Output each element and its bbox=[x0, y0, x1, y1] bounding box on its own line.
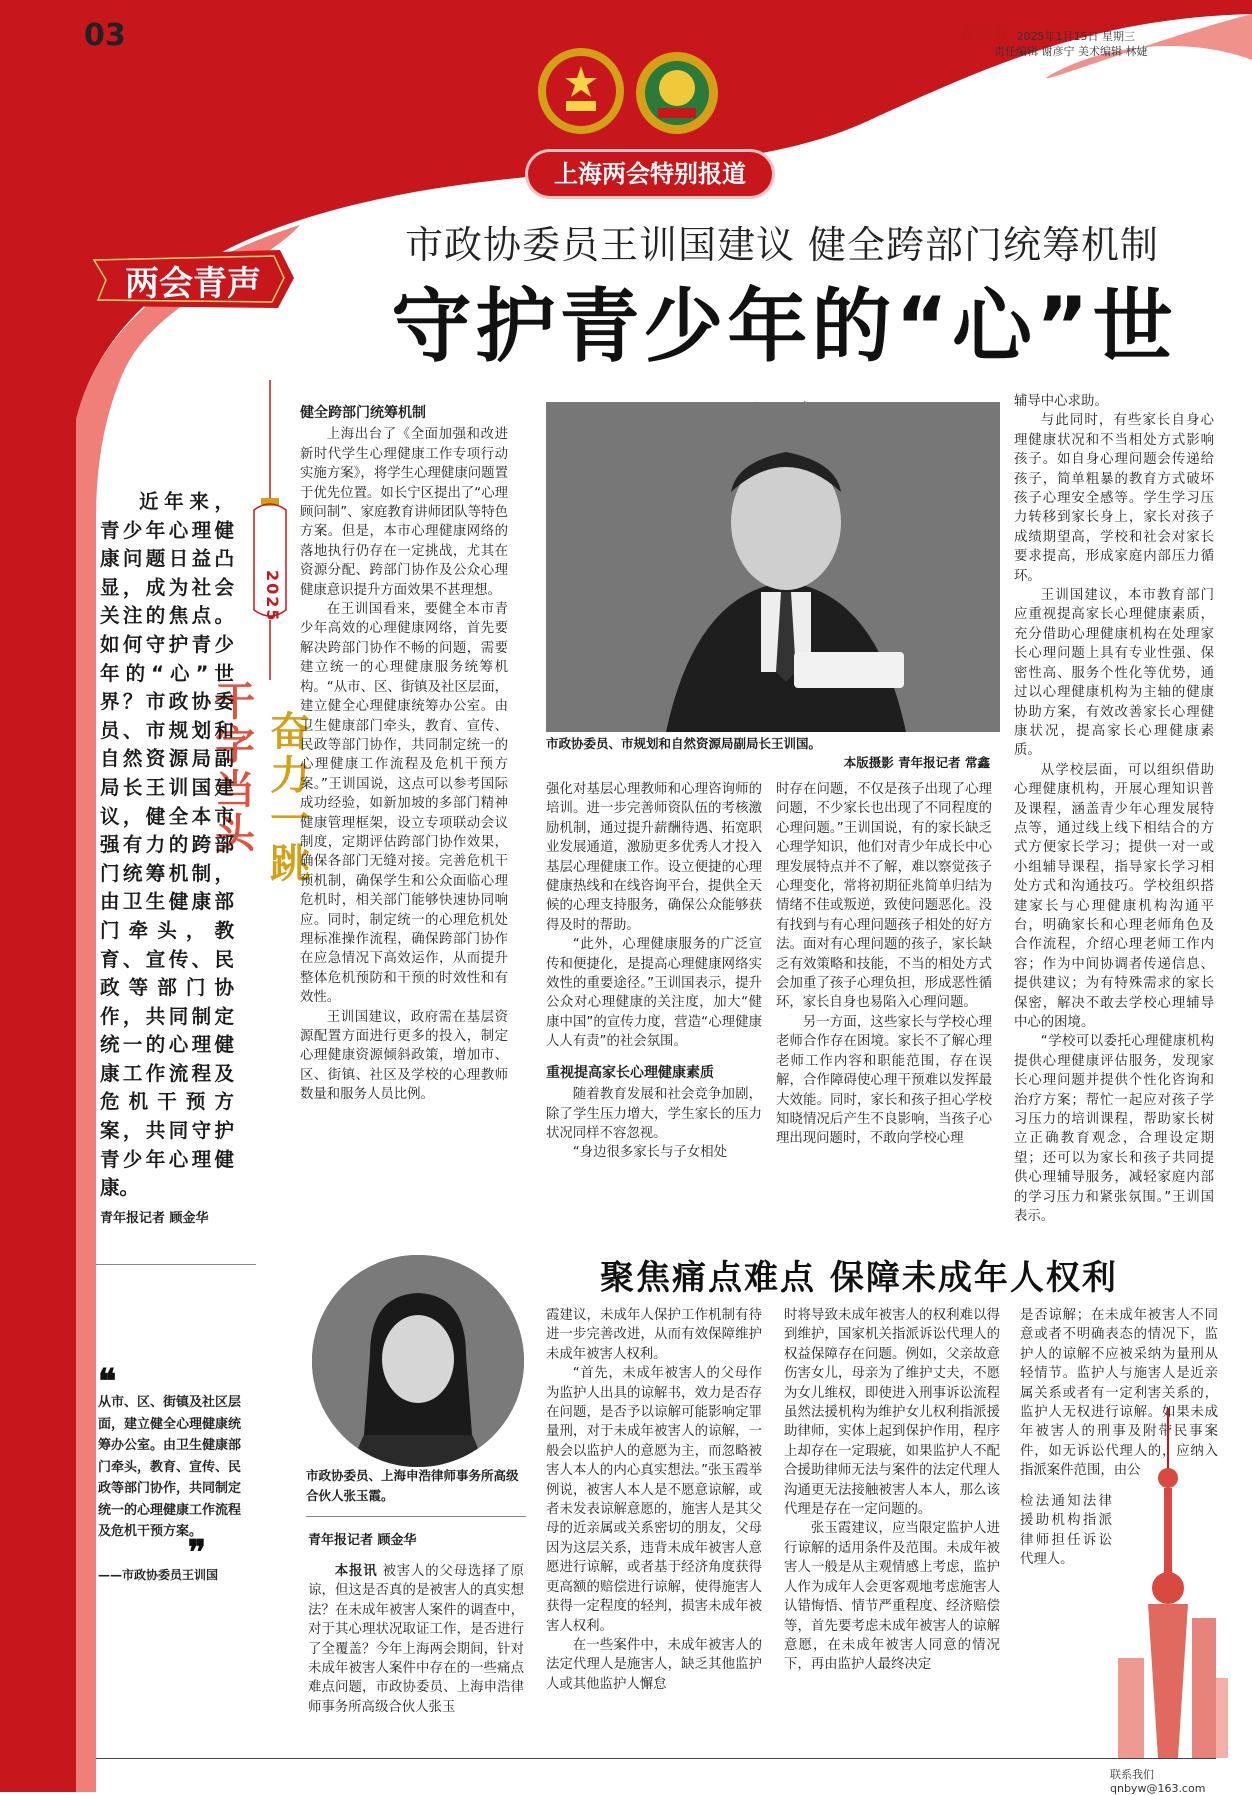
lead-text: 近年来，青少年心理健康问题日益凸显，成为社会关注的焦点。如何守护青少年的“心”世界？市政协委员、市规划和自然资源局副局长王训国建议，健全本市强有力的跨部门统筹机制，由卫生健康部门牵头，教育、宣传、民政等部门协作，共同制定统一的心理健康工作流程及危机干预方案，共同守护青少年心理健康。 bbox=[100, 490, 234, 1200]
paragraph: 张玉霞建议，应当限定监护人进行谅解的适用条件及范围。未成年被害人一般是从主观情感上考虑，监护人作为成年人会更客观地考虑施害人认错悔悟、情节严重程度、经济赔偿等，首先要考虑未成年被害人的谅解意愿，在未成年被害人同意的情况下，再由监护人最终决定 bbox=[784, 1521, 1000, 1673]
shanghai-skyline-decoration bbox=[1118, 1408, 1228, 1758]
divider bbox=[306, 1516, 526, 1517]
article2-title: 聚焦痛点难点 保障未成年人权利 bbox=[600, 1258, 1118, 1298]
section-heading: 重视提高家长心理健康素质 bbox=[546, 1064, 714, 1081]
paragraph: “此外，心理健康服务的广泛宣传和便捷化，是提高心理健康网络实效性的重要途径。”王训国表示，提升公众对心理健康的关注度，加大“健康中国”的宣传力度，营造“心理健康人人有责”的社会氛围。 bbox=[546, 937, 762, 1050]
page-number: 03 bbox=[84, 18, 126, 53]
portrait-image bbox=[312, 1255, 524, 1467]
close-quote-icon: ❞ bbox=[187, 1532, 206, 1573]
photo2-caption: 市政协委员、上海申浩律师事务所高级合伙人张玉霞。 bbox=[306, 1468, 519, 1503]
lead-label: 本报讯 bbox=[334, 1564, 378, 1579]
paragraph: 另一方面，这些家长与学校心理老师合作存在困境。家长不了解心理老师工作内容和职能范围，存在误解，合作障碍使心理干预难以发挥最大效能。同时，家长和孩子担心学校知晓情况后产生不良影响，当孩子心理出现问题时，不敢向学校心理 bbox=[776, 1014, 992, 1147]
headline-title: 守护青少年的“心”世 bbox=[391, 280, 1177, 373]
footer-contact: 联系我们 qnbyw@163.com bbox=[1110, 1768, 1206, 1795]
editors-line: 责任编辑 谢彦宁 美术编辑 林婕 bbox=[994, 45, 1148, 58]
ribbon-label: 两会青声 bbox=[125, 264, 261, 304]
paragraph: 检法通知法律援助机构指派律师担任诉讼代理人。 bbox=[1020, 1494, 1112, 1568]
article2-byline: 青年报记者 顾金华 bbox=[308, 1533, 417, 1548]
cppcc-emblem-icon bbox=[634, 50, 720, 136]
paragraph: 王训国建议，本市教育部门应重视提高家长心理健康素质，充分借助心理健康机构在处理家长心理问题上具有专业性强、保密性高、服务个性化等优势，通过以心理健康机构为主轴的健康协助方案，有效改善家长心理健康状况，提高家长心理健康素质。 bbox=[1014, 588, 1214, 759]
article2-column-1 bbox=[308, 1562, 524, 1717]
special-report-banner: 上海两会特别报道 bbox=[528, 152, 772, 196]
headline-subtitle: 市政协委员王训国建议 健全跨部门统筹机制 bbox=[404, 223, 1160, 267]
paragraph: 在一些案件中，未成年被害人的法定代理人是施害人，缺乏其他监护人或其他监护人懈怠 bbox=[546, 1637, 762, 1692]
lantern-decoration bbox=[250, 380, 290, 680]
article2-column-3 bbox=[784, 1306, 1000, 1675]
paragraph: 从学校层面，可以组织借助心理健康机构，开展心理知识普及课程，涵盖青少年心理发展特点等，通过线上线下相结合的方式方便家长学习；提供一对一或小组辅导课程，指导家长学习相处方式和沟通技巧。学校组织搭建家长与心理健康机构沟通平台，明确家长和心理老师角色及合作流程，介绍心理老师工作内容；作为中间协调者传递信息、提供建议；为有特殊需求的家长保密，解决不敢去学校心理辅导中心的困境。 bbox=[1014, 762, 1214, 1030]
portrait-image bbox=[546, 402, 1000, 732]
zhang-yuxia-photo bbox=[312, 1255, 524, 1467]
article2-column-4-tail bbox=[1020, 1492, 1112, 1570]
masthead bbox=[958, 25, 1148, 59]
national-emblem-icon bbox=[536, 46, 626, 136]
article2-column-2 bbox=[546, 1306, 762, 1694]
paragraph: 是否谅解；在未成年被害人不同意或者不明确表态的情况下，监护人的谅解不应被采纳为量刑从轻情节。监护人与施害人是近亲属关系或者有一定利害关系的，监护人无权进行谅解。如果未成年被害人的刑事及附带民事案件，如无诉讼代理人的，应纳入指派案件范围，由公 bbox=[1020, 1308, 1218, 1479]
section-heading: 健全跨部门统筹机制 bbox=[300, 405, 426, 421]
paragraph: “学校可以委托心理健康机构提供心理健康评估服务，发现家长心理问题并提供个性化咨询和治疗方案；帮忙一起应对孩子学习压力的培训课程，帮助家长树立正确教育观念，合理设定期望；还可以为家长和孩子共同提供心理辅导服务，减轻家庭内部的学习压力和紧张氛围。”王训国表示。 bbox=[1014, 1034, 1214, 1225]
paragraph: “身边很多家长与子女相处 bbox=[572, 1145, 728, 1161]
open-quote-icon: ❝ bbox=[98, 1362, 117, 1402]
slogan-line-1: 干字当头 bbox=[215, 678, 255, 857]
pull-quote bbox=[98, 1362, 246, 1586]
quote-attribution: ——市政协委员王训国 bbox=[98, 1567, 219, 1582]
paragraph: 随着教育发展和社会竞争加剧，除了学生压力增大，学生家长的压力状况同样不容忽视。 bbox=[546, 1087, 762, 1141]
paragraph: 上海出台了《全面加强和改进新时代学生心理健康工作专项行动实施方案》，将学生心理健康问题置于优先位置。如长宁区提出了“心理顾问制”、家庭教育讲师团队等特色方案。但是，本市心理健康网络的落地执行仍存在一定挑战，尤其在资源分配、跨部门协作及公众心理健康意识提升方面效果不甚理想。 bbox=[300, 427, 508, 598]
paragraph: 与此同时，有些家长自身心理健康状况和不当相处方式影响孩子。如自身心理问题会传递给孩子，简单粗暴的教育方式破坏孩子心理安全感等。学生学习压力转移到家长身上，家长对孩子成绩期望高，学校和社会对家长要求提高，形成家庭内部压力循环。 bbox=[1014, 413, 1214, 584]
year-mark: 2025 bbox=[263, 570, 282, 623]
paragraph: 时将导致未成年被害人的权利难以得到维护，国家机关指派诉讼代理人的权益保障存在问题。例如，父亲故意伤害女儿，母亲为了维护丈夫，不愿为女儿维权，即使进入刑事诉讼流程虽然法援机构为维护女儿权利指派援助律师，实体上起到保护作用，程序上却存在一定瑕疵，如果监护人不配合援助律师无法与案件的法定代理人沟通更无法接触被害人本人，那么该代理是存在一定问题的。 bbox=[784, 1308, 1000, 1518]
paragraph: 霞建议，未成年人保护工作机制有待进一步完善改进，从而有效保障维护未成年被害人权利。 bbox=[546, 1308, 762, 1362]
article1-column-3 bbox=[776, 780, 992, 1149]
paragraph: 辅导中心求助。 bbox=[1014, 394, 1108, 409]
paragraph: 时存在问题，不仅是孩子出现了心理问题，不少家长也出现了不同程度的心理问题。”王训国说，有的家长缺乏心理学知识，他们对青少年成长中心理发展特点并不了解，难以察觉孩子心理变化，常将初期征兆简单归结为情绪不佳或叛逆，致使问题恶化。没有找到与有心理问题孩子相处的好方法。面对有心理问题的孩子，家长缺乏有效策略和技能，不当的相处方式会加重了孩子心理负担，形成恶性循环，家长自身也易陷入心理问题。 bbox=[776, 782, 992, 1011]
lead-paragraph bbox=[100, 488, 234, 1229]
newspaper-logo: 青年报 bbox=[958, 25, 1009, 45]
paragraph: 强化对基层心理教师和心理咨询师的培训。进一步完善师资队伍的考核激励机制，通过提升薪酬待遇、拓宽职业发展通道，激励更多优秀人才投入基层心理健康工作。设立便捷的心理健康热线和在线咨询平台，提供全天候的心理支持服务，确保公众能够获得及时的帮助。 bbox=[546, 782, 762, 933]
date-line: 2025年1月15日 星期三 bbox=[1016, 30, 1135, 43]
article1-column-4 bbox=[1014, 392, 1214, 1226]
article1-column-2 bbox=[546, 780, 762, 1163]
slogan-line-2: 奋力一跳 bbox=[270, 708, 311, 887]
paragraph: 在王训国看来，要健全本市青少年高效的心理健康网络，首先要解决跨部门协作不畅的问题，需要建立统一的心理健康服务统筹机构。“从市、区、街镇及社区层面，建立健全心理健康统筹办公室。由卫生健康部门牵头，教育、宣传、民政等部门协作，共同制定统一的心理健康工作流程及危机干预方案。”王训国说，这点可以参考国际成功经验，如新加坡的多部门精神健康管理框架，设立专项联动会议制度，定期评估跨部门协作效果，确保各部门无缝对接。完善危机干预机制，确保学生和公众面临心理危机时，相关部门能够快速协同响应。同时，制定统一的心理危机处理标准操作流程，确保跨部门协作在应急情况下高效运作，从而提升整体危机预防和干预的时效性和有效性。 bbox=[300, 602, 508, 1006]
quote-text: 从市、区、街镇及社区层面，建立健全心理健康统筹办公室。由卫生健康部门牵头，教育、宣传、民政等部门协作，共同制定统一的心理健康工作流程及危机干预方案。 bbox=[98, 1395, 242, 1539]
photo1-caption: 市政协委员、市规划和自然资源局副局长王训国。 bbox=[546, 736, 822, 751]
wang-xunguo-photo bbox=[546, 402, 1000, 732]
paragraph: “首先，未成年被害人的父母作为监护人出具的谅解书，效力是否存在问题，是否予以谅解可能影响定罪量刑，对于未成年被害人的谅解，一般会以监护人的意愿为主，而忽略被害人本人的内心真实想法。”张玉霞举例说，被害人本人是不愿意谅解，或者未发表谅解意愿的，施害人是其父母的近亲属或关系密切的朋友，父母因为这层关系，违背未成年被害人意愿进行谅解，或者基于经济角度获得更高额的赔偿进行谅解，使得施害人获得一定程度的轻判，损害未成年被害人权利。 bbox=[546, 1366, 762, 1634]
photo1-credit: 本版摄影 青年报记者 常鑫 bbox=[843, 755, 990, 770]
footer-rule bbox=[96, 1758, 1216, 1759]
paragraph: 王训国建议，政府需在基层资源配置方面进行更多的投入，制定心理健康资源倾斜政策，增加市、区、街镇、社区及学校的心理教师数量和服务人员比例。 bbox=[300, 1009, 508, 1103]
photo1-caption-block bbox=[546, 734, 1000, 772]
article1-column-1 bbox=[300, 404, 508, 1105]
divider bbox=[96, 1264, 256, 1265]
paragraph: 被害人的父母选择了原谅，但这是否真的是被害人的真实想法？在未成年被害人案件的调查中，对于其心理状况取证工作，是否进行了全覆盖？今年上海两会期间，针对未成年被害人案件中存在的一些痛点难点问题，市政协委员、上海申浩律师事务所高级合伙人张玉 bbox=[308, 1564, 525, 1715]
lead-byline: 青年报记者 顾金华 bbox=[100, 1210, 209, 1226]
